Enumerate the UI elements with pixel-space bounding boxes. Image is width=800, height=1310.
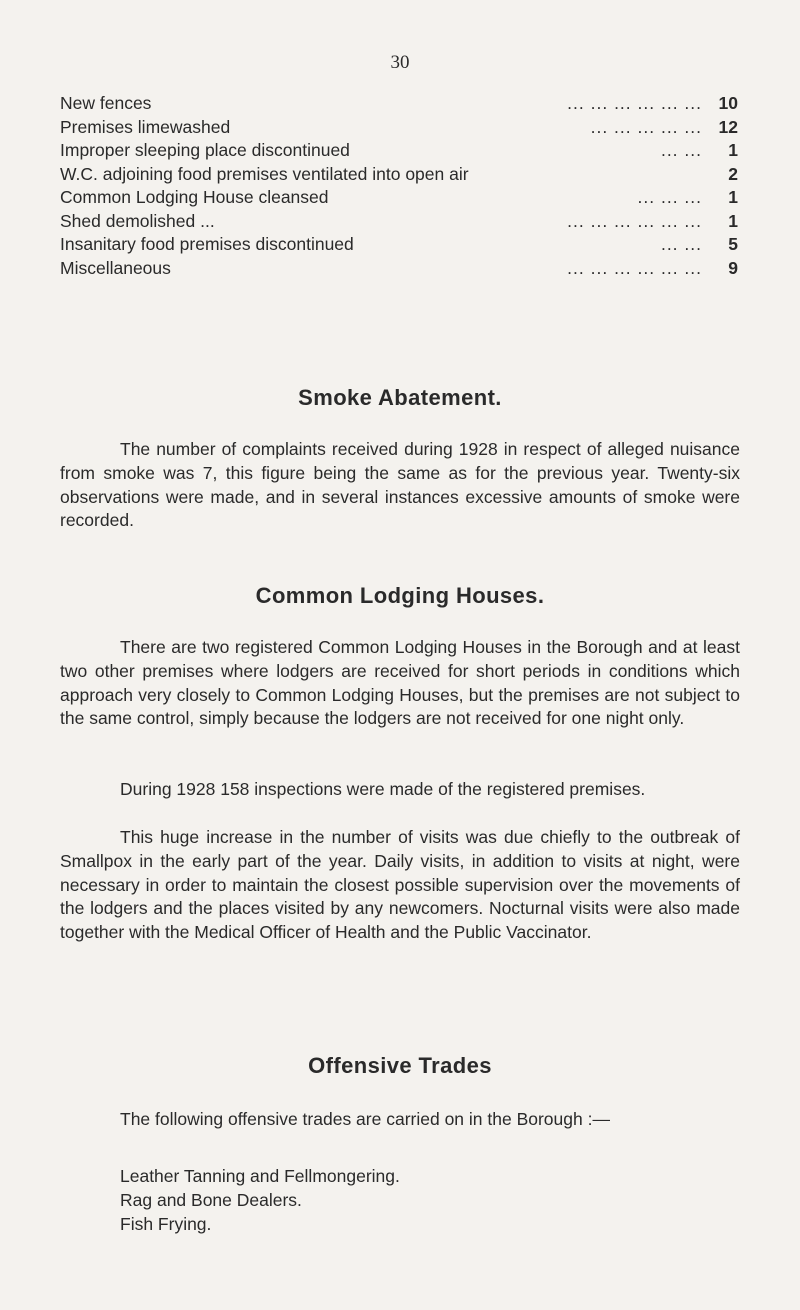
- tally-value: 10: [718, 93, 738, 113]
- leader-dots: ... ...: [660, 234, 702, 254]
- leader-dots: ... ... ... ... ... ...: [567, 210, 702, 231]
- tally-row: [60, 116, 738, 140]
- tally-value: 1: [728, 187, 738, 207]
- leader-dots: ... ... ...: [637, 187, 702, 207]
- tally-label: Common Lodging House cleansed: [60, 187, 329, 207]
- tally-value: 9: [728, 257, 738, 278]
- lodging-paragraph-1: There are two registered Common Lodging Houses in the Borough and at least two other premises where lodgers are received for short periods in conditions which approach very closely to Common Lodging Houses, but the premises are not subject to the same control, simply because the lodgers are not received for one night only.: [60, 637, 740, 729]
- offensive-trades-list: [120, 1164, 400, 1236]
- lodging-paragraph-3: This huge increase in the number of visits was due chiefly to the outbreak of Smallpox in the early part of the year. Daily visits, in addition to visits at night, were necessary in order to maintain the closest possible supervision over the movements of the lodgers and the places visited by any newcomers. Nocturnal visits were also made together with the Medical Officer of Health and the Public Vaccinator.: [60, 827, 740, 943]
- tally-label: Improper sleeping place discontinued: [60, 140, 350, 160]
- common-lodging-houses-heading: Common Lodging Houses.: [255, 583, 545, 608]
- smoke-abatement-heading: Smoke Abatement.: [298, 385, 502, 410]
- leader-dots: ... ... ... ... ... ...: [567, 93, 702, 113]
- leader-dots: ... ... ... ... ... ...: [567, 257, 702, 278]
- offensive-trades-intro: The following offensive trades are carried on in the Borough :—: [120, 1109, 610, 1129]
- tally-label: Miscellaneous: [60, 257, 171, 278]
- list-item: Leather Tanning and Fellmongering.: [120, 1166, 400, 1186]
- sanitary-works-tally: [60, 92, 738, 280]
- tally-row: [60, 92, 738, 116]
- tally-value: 1: [728, 140, 738, 160]
- tally-row: [60, 233, 738, 257]
- tally-row: [60, 186, 738, 210]
- tally-row: [60, 210, 738, 234]
- page-number: 30: [390, 52, 410, 73]
- leader-dots: ... ... ... ... ...: [590, 116, 702, 137]
- tally-row: [60, 139, 738, 163]
- tally-label: Premises limewashed: [60, 116, 231, 137]
- tally-value: 2: [728, 163, 738, 184]
- tally-value: 12: [718, 116, 738, 137]
- list-item: Rag and Bone Dealers.: [120, 1190, 302, 1210]
- tally-row: [60, 257, 738, 281]
- list-item: Fish Frying.: [120, 1214, 212, 1234]
- offensive-trades-heading: Offensive Trades: [308, 1053, 492, 1078]
- tally-label: W.C. adjoining food premises ventilated into open air: [60, 163, 469, 184]
- tally-value: 1: [728, 210, 738, 231]
- tally-value: 5: [728, 234, 738, 254]
- smoke-abatement-paragraph: The number of complaints received during 1928 in respect of alleged nuisance from smoke was 7, this figure being the same as for the previous year. Twenty-six observations were made, and in several instances excessive amounts of smoke were recorded.: [60, 439, 740, 531]
- tally-row: [60, 163, 738, 187]
- lodging-paragraph-2: During 1928 158 inspections were made of the registered premises.: [120, 779, 646, 799]
- tally-label: Shed demolished ...: [60, 210, 215, 231]
- tally-label: Insanitary food premises discontinued: [60, 234, 354, 254]
- leader-dots: ... ...: [660, 140, 702, 160]
- tally-label: New fences: [60, 93, 152, 113]
